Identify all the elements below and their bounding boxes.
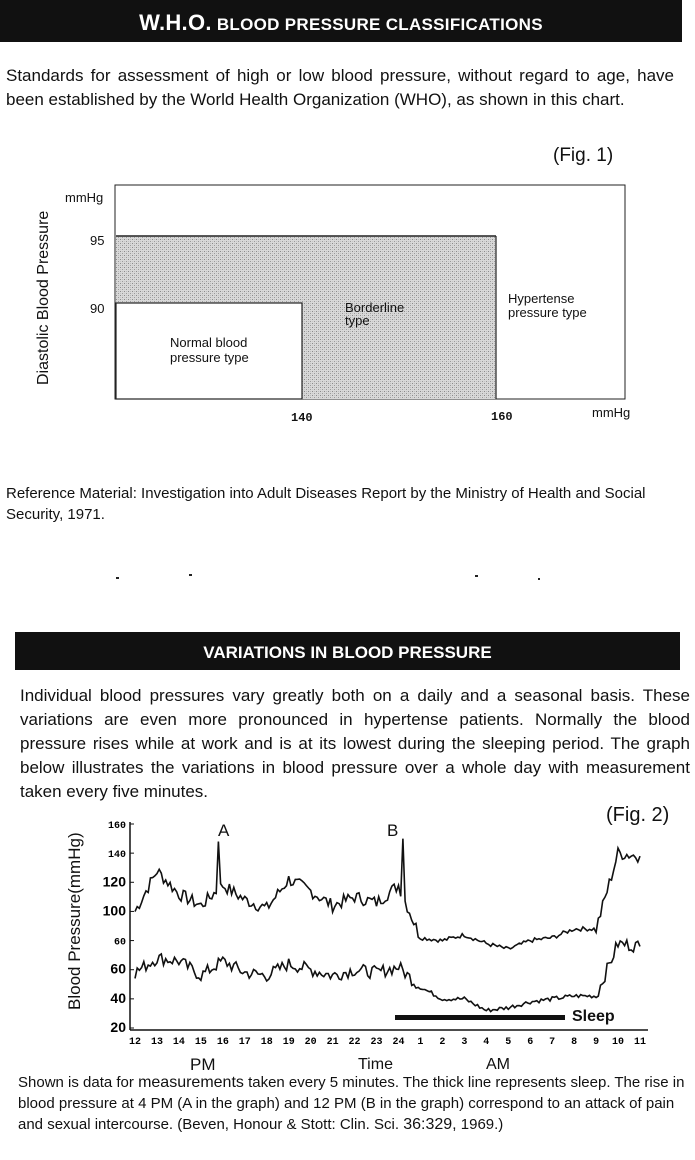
fig2-x-tick: 2: [439, 1037, 446, 1048]
fig2-x-tick: 16: [216, 1037, 229, 1048]
label-normal-1: Normal blood: [170, 335, 248, 350]
fig2-x-tick: 12: [128, 1037, 142, 1048]
fig2-x-tick: 5: [505, 1037, 512, 1048]
fig2-x-tick: 19: [282, 1037, 295, 1048]
fig1-chart: [0, 175, 695, 425]
fig2-label: (Fig. 2): [606, 804, 670, 826]
fig1-y-unit: mmHg: [65, 190, 104, 205]
fig2-chart: [0, 810, 695, 1075]
marker-a: A: [218, 821, 230, 840]
fig2-x-tick: 6: [527, 1037, 534, 1048]
sleep-bar: [395, 1015, 565, 1020]
fig2-y-tick: 160: [107, 821, 126, 832]
fig1-label: (Fig. 1): [553, 145, 614, 166]
section-title-variations: VARIATIONS IN BLOOD PRESSURE: [15, 632, 680, 670]
fig2-x-tick: 23: [370, 1037, 383, 1048]
label-hypertense-2: pressure type: [508, 305, 587, 320]
fig2-x-tick: 4: [483, 1037, 490, 1048]
label-borderline-2: type: [345, 313, 370, 328]
fig2-y-tick: 100: [102, 902, 126, 919]
fig2-x-tick: 21: [326, 1037, 339, 1048]
title-rest: BLOOD PRESSURE CLASSIFICATIONS: [211, 15, 543, 34]
marker-b: B: [387, 821, 399, 840]
fig2-x-tick: 10: [612, 1037, 625, 1048]
fig1-y-tick-95: 95: [90, 233, 105, 248]
fig2-x-tick: 13: [150, 1037, 163, 1048]
section-title-who: [0, 0, 682, 42]
fig2-x-tick: 24: [392, 1037, 405, 1048]
pm-label: PM: [190, 1055, 216, 1074]
fig1-x-tick-160: 160: [491, 410, 513, 424]
fig2-y-tick: 60: [110, 960, 126, 977]
reference-note: Reference Material: Investigation into Adult Diseases Report by the Ministry of Health and Social Security, 1971.: [6, 485, 646, 523]
stray-mark: [189, 574, 192, 576]
fig2-x-tick: 9: [593, 1037, 600, 1048]
fig2-x-tick: 8: [571, 1037, 578, 1048]
caption-part: measurements: [138, 1074, 244, 1091]
am-label: AM: [486, 1056, 510, 1073]
caption-part: Shown is data for: [18, 1074, 139, 1091]
fig2-x-tick: 7: [549, 1037, 556, 1048]
sleep-label: Sleep: [572, 1008, 615, 1025]
series-systolic-line: [135, 839, 640, 949]
time-label: Time: [358, 1056, 393, 1073]
series-diastolic-line: [135, 940, 640, 1011]
fig2-y-tick: 20: [110, 1019, 126, 1035]
title-prefix: W.H.O.: [139, 10, 212, 35]
fig2-y-title: Blood Pressure(mmHg): [65, 832, 84, 1010]
fig2-x-tick: 18: [260, 1037, 273, 1048]
fig2-x-tick: 3: [461, 1037, 468, 1048]
label-normal-2: pressure type: [170, 350, 249, 365]
caption-part: taken every 5 minutes. The thick line represents sleep. The rise in blood pressure at 4 PM (A in the graph) and 12 PM (B in the graph) correspond to an attack of pain and sexual intercourse. (Beven, Honour & Stott: Clin. Sci.: [18, 1074, 685, 1133]
fig2-x-tick: 20: [304, 1037, 317, 1048]
variations-paragraph: Individual blood pressures vary greatly both on a daily and a seasonal basis. These variations are even more pronounced in hypertense patients. Normally the blood pressure rises while at work and is at its lowest during the sleeping period. The graph below illustrates the variations in blood pressure over a whole day with measurement taken every five minutes.: [20, 686, 690, 801]
fig1-x-unit: mmHg: [592, 405, 631, 420]
fig2-x-tick: 11: [633, 1037, 647, 1048]
fig1-x-tick-140: 140: [291, 411, 313, 425]
fig2-y-tick: 140: [107, 850, 126, 862]
label-borderline-1: Borderline: [345, 300, 405, 315]
stray-mark: [538, 578, 540, 580]
fig1-y-title: Diastolic Blood Pressure: [35, 210, 52, 385]
fig2-y-tick: 60: [113, 937, 126, 949]
fig2-x-tick: 17: [238, 1037, 251, 1048]
fig2-x-tick: 22: [348, 1037, 361, 1048]
stray-mark: [116, 577, 119, 579]
caption-part: 1969.): [456, 1116, 504, 1133]
caption-part: 36:329,: [403, 1116, 457, 1133]
intro-paragraph: Standards for assessment of high or low blood pressure, without regard to age, have been established by the World Health Organization (WHO), as shown in this chart.: [6, 66, 674, 109]
label-hypertense-1: Hypertense: [508, 291, 575, 306]
fig1-y-tick-90: 90: [90, 301, 105, 316]
fig2-caption: [18, 1072, 688, 1135]
fig2-x-tick: 1: [417, 1037, 424, 1048]
fig2-x-tick: 15: [194, 1037, 207, 1048]
stray-mark: [475, 575, 478, 577]
fig2-y-tick: 40: [110, 989, 126, 1006]
fig2-y-tick: 120: [102, 873, 126, 890]
fig2-x-tick: 14: [172, 1037, 185, 1048]
